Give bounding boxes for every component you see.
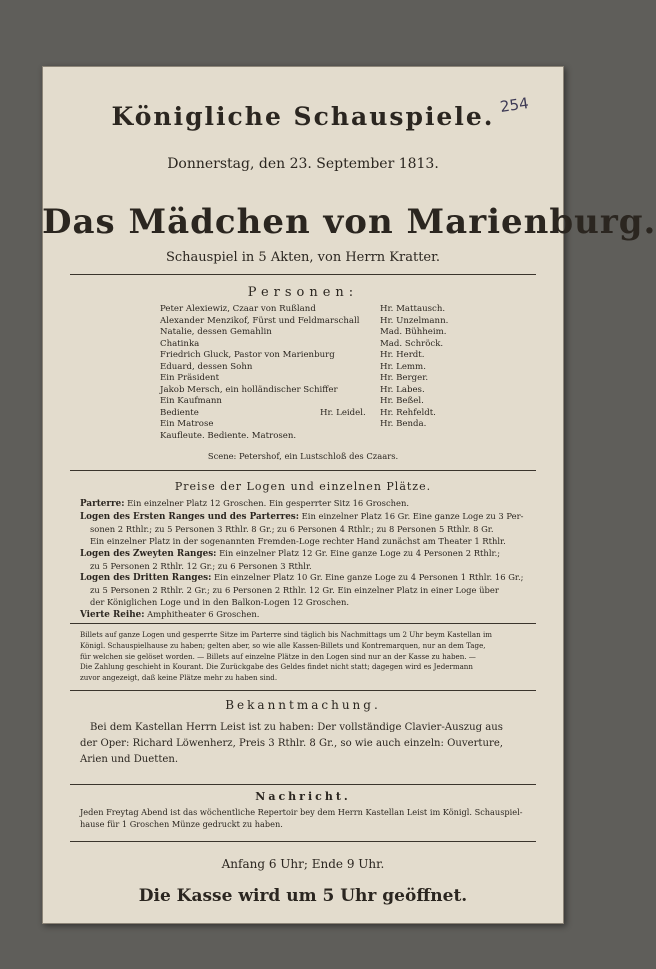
cast-list (160, 304, 460, 442)
announcement-text (80, 720, 534, 769)
cast-row (160, 373, 460, 385)
note-line: Königl. Schauspielhause zu haben; gelten aber, so wie alle Kassen-Billets und Kontremarquen, nur an dem Tage, (80, 640, 486, 650)
cast-role: Bediente (160, 407, 199, 418)
cast-role: Kaufleute. Bediente. Matrosen. (160, 430, 297, 441)
price-text: zu 5 Personen 2 Rthlr. 2 Gr.; zu 6 Personen 2 Rthlr. 12 Gr. Ein einzelner Platz in einer Loge über (90, 585, 499, 596)
price-line (80, 585, 532, 597)
price-line (80, 548, 532, 561)
cast-role: Ein Matrose (160, 419, 214, 429)
cast-actor: Hr. Lemm. (380, 361, 426, 372)
price-text: Ein einzelner Platz 16 Gr. Eine ganze Loge zu 3 Per- (299, 510, 524, 521)
playbill-sheet (42, 66, 656, 924)
cast-actor: Hr. Herdt. (380, 350, 425, 360)
cast-row (160, 408, 460, 420)
announcement-heading: Bekanntmachung. (225, 698, 381, 712)
price-text: Ein einzelner Platz 12 Gr. Eine ganze Loge zu 4 Personen 2 Rthlr.; (216, 547, 501, 558)
price-label: Logen des Ersten Ranges und des Parterres: (80, 511, 300, 522)
cast-actor: Hr. Benda. (380, 419, 427, 429)
play-subtitle: Schauspiel in 5 Akten, von Herrn Kratter. (165, 250, 441, 265)
cast-actor: Hr. Labes. (380, 384, 425, 395)
scene-line: Scene: Petershof, ein Lustschloß des Czaars. (207, 451, 399, 461)
price-text: Ein einzelner Platz in der sogenannten Fremden-Loge rechter Hand zunächst am Theater 1 Rthlr. (90, 535, 506, 546)
cast-heading: Personen: (247, 285, 359, 300)
price-label: Parterre: (80, 499, 125, 509)
cast-row (160, 304, 460, 316)
note-line: zuvor angezeigt, daß keine Plätze mehr zu haben sind. (80, 673, 278, 683)
cast-actor: Mad. Bühheim. (380, 327, 447, 337)
divider (70, 623, 536, 624)
note-line: für welchen sie gelöset worden. — Billets auf einzelne Plätze in den Logen sind nur an der Kasse zu haben. — (80, 651, 476, 661)
divider (70, 274, 536, 275)
price-label: Vierte Reihe: (80, 610, 145, 621)
prices-list (80, 498, 532, 622)
announcement-line: Bei dem Kastellan Herrn Leist ist zu haben: Der vollständige Clavier-Auszug aus (90, 722, 503, 733)
cast-actor: Hr. Unzelmann. (380, 315, 449, 326)
price-label: Logen des Zweyten Ranges: (80, 548, 217, 559)
price-text: der Königlichen Loge und in den Balkon-Logen 12 Groschen. (90, 597, 350, 608)
price-text: Amphitheater 6 Groschen. (144, 609, 260, 620)
archive-number: 254 (498, 94, 530, 116)
price-line (80, 597, 532, 609)
note-line: Die Zahlung geschieht in Kourant. Die Zurückgabe des Geldes findet nicht statt; dagegen wird es Jedermann (80, 662, 473, 672)
cast-actor: Mad. Schröck. (380, 338, 444, 349)
note-line: Billets auf ganze Logen und gesperrte Sitze im Parterre sind täglich bis Nachmittags um 2 Uhr beym Kastellan im (80, 630, 492, 639)
divider (70, 470, 536, 471)
cast-role: Friedrich Gluck, Pastor von Marienburg (160, 350, 335, 360)
cast-row (160, 327, 460, 339)
price-text: Ein einzelner Platz 12 Groschen. Ein gesperrter Sitz 16 Groschen. (124, 498, 410, 508)
divider (70, 841, 536, 842)
cast-row (160, 316, 460, 328)
cast-role: Chatinka (160, 338, 200, 349)
price-text: sonen 2 Rthlr.; zu 5 Personen 3 Rthlr. 8 Gr.; zu 6 Personen 4 Rthlr.; zu 8 Personen 5 Rthlr. 8 Gr. (90, 523, 494, 534)
price-line (80, 498, 532, 511)
cast-row (160, 396, 460, 408)
nachricht-heading: Nachricht. (255, 790, 351, 803)
cast-actor: Hr. Beßel. (380, 396, 424, 406)
cast-actor: Hr. Rehfeldt. (380, 407, 436, 418)
cast-role: Jakob Mersch, ein holländischer Schiffer (160, 384, 338, 395)
ticket-note (80, 630, 534, 684)
price-text: zu 5 Personen 2 Rthlr. 12 Gr.; zu 6 Personen 3 Rthlr. (90, 560, 312, 571)
play-title: Das Mädchen von Marienburg. (42, 202, 656, 242)
nachricht-line: Jeden Freytag Abend ist das wöchentliche Repertoir bey dem Herrn Kastellan Leist im Königl. Schauspiel- (80, 807, 523, 817)
cast-row (160, 385, 460, 397)
cast-role: Ein Präsident (160, 373, 220, 383)
cast-actor: Hr. Leidel. (320, 407, 366, 418)
price-line (80, 572, 532, 585)
cast-role: Peter Alexiewiz, Czaar von Rußland (160, 304, 316, 314)
announcement-line: Arien und Duetten. (80, 754, 179, 766)
price-line (80, 561, 532, 573)
box-office-opening: Die Kasse wird um 5 Uhr geöffnet. (138, 886, 468, 906)
cast-role: Ein Kaufmann (160, 396, 222, 406)
price-line (80, 511, 532, 524)
price-line (80, 524, 532, 536)
performance-date: Donnerstag, den 23. September 1813. (167, 156, 439, 172)
nachricht-line: hause für 1 Groschen Münze gedruckt zu haben. (80, 819, 283, 829)
cast-row (160, 431, 460, 443)
divider (70, 690, 536, 691)
cast-row (160, 362, 460, 374)
price-line (80, 536, 532, 548)
cast-actor: Hr. Mattausch. (380, 304, 446, 314)
divider (70, 784, 536, 785)
cast-role: Alexander Menzikof, Fürst und Feldmarschall (160, 315, 360, 326)
price-text: Ein einzelner Platz 10 Gr. Eine ganze Loge zu 4 Personen 1 Rthlr. 16 Gr.; (211, 572, 524, 583)
cast-role: Eduard, dessen Sohn (160, 361, 253, 372)
cast-row (160, 339, 460, 351)
cast-row (160, 419, 460, 431)
prices-heading: Preise der Logen und einzelnen Plätze. (174, 480, 432, 493)
nachricht-text (80, 806, 534, 830)
announcement-line: der Oper: Richard Löwenherz, Preis 3 Rthlr. 8 Gr., so wie auch einzeln: Ouverture, (80, 738, 503, 750)
theatre-title: Königliche Schauspiele. (111, 102, 495, 131)
performance-times: Anfang 6 Uhr; Ende 9 Uhr. (221, 857, 385, 871)
cast-actor: Hr. Berger. (380, 373, 429, 383)
cast-row (160, 350, 460, 362)
price-line (80, 609, 532, 622)
price-label: Logen des Dritten Ranges: (80, 573, 212, 584)
cast-role: Natalie, dessen Gemahlin (160, 327, 272, 337)
